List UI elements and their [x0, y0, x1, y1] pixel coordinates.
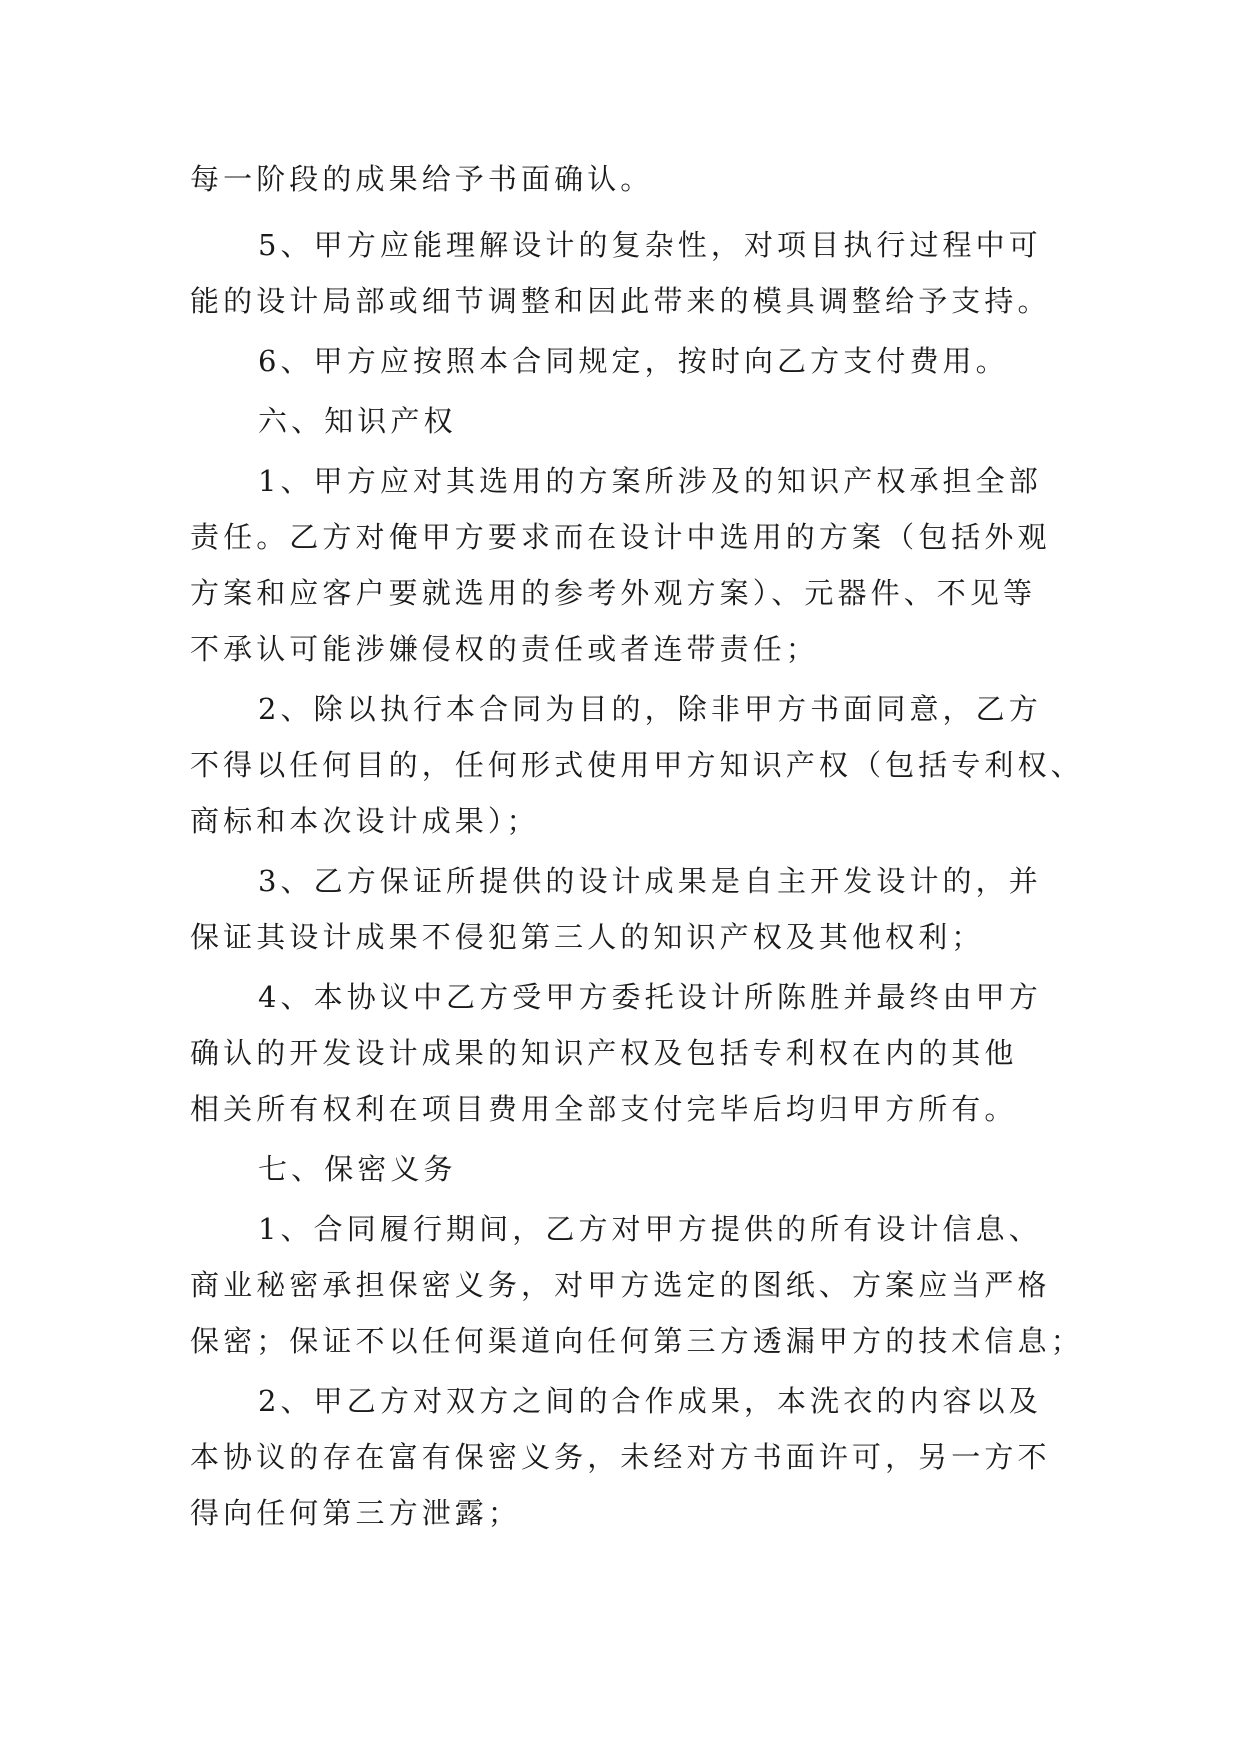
section-heading-confidentiality: 七、保密义务	[258, 1152, 457, 1186]
text-line: 能的设计局部或细节调整和因此带来的模具调整给予支持。	[190, 284, 1051, 318]
text-line: 6、甲方应按照本合同规定，按时向乙方支付费用。	[258, 344, 1009, 378]
text-line: 得向任何第三方泄露；	[190, 1496, 522, 1530]
text-line: 确认的开发设计成果的知识产权及包括专利权在内的其他	[190, 1036, 1018, 1070]
text-line: 责任。乙方对俺甲方要求而在设计中选用的方案（包括外观	[190, 520, 1051, 554]
text-line: 1、合同履行期间，乙方对甲方提供的所有设计信息、	[258, 1212, 1042, 1246]
text-line: 每一阶段的成果给予书面确认。	[190, 162, 654, 196]
text-line: 2、甲乙方对双方之间的合作成果，本洗衣的内容以及	[258, 1384, 1042, 1418]
text-line: 5、甲方应能理解设计的复杂性，对项目执行过程中可	[258, 228, 1042, 262]
text-line: 商业秘密承担保密义务，对甲方选定的图纸、方案应当严格	[190, 1268, 1051, 1302]
text-line: 本协议的存在富有保密义务，未经对方书面许可，另一方不	[190, 1440, 1051, 1474]
text-line: 商标和本次设计成果）；	[190, 804, 540, 838]
text-line: 1、甲方应对其选用的方案所涉及的知识产权承担全部	[258, 464, 1042, 498]
text-line: 不得以任何目的，任何形式使用甲方知识产权（包括专利权、	[190, 748, 1084, 782]
text-line: 不承认可能涉嫌侵权的责任或者连带责任；	[190, 632, 819, 666]
text-line: 相关所有权利在项目费用全部支付完毕后均归甲方所有。	[190, 1092, 1018, 1126]
text-line: 保密；保证不以任何渠道向任何第三方透漏甲方的技术信息；	[190, 1324, 1084, 1358]
text-line: 保证其设计成果不侵犯第三人的知识产权及其他权利；	[190, 920, 985, 954]
text-line: 4、本协议中乙方受甲方委托设计所陈胜并最终由甲方	[258, 980, 1042, 1014]
text-line: 2、除以执行本合同为目的，除非甲方书面同意，乙方	[258, 692, 1042, 726]
text-line: 3、乙方保证所提供的设计成果是自主开发设计的，并	[258, 864, 1042, 898]
section-heading-intellectual-property: 六、知识产权	[258, 404, 457, 438]
text-line: 方案和应客户要就选用的参考外观方案）、元器件、不见等	[190, 576, 1037, 610]
